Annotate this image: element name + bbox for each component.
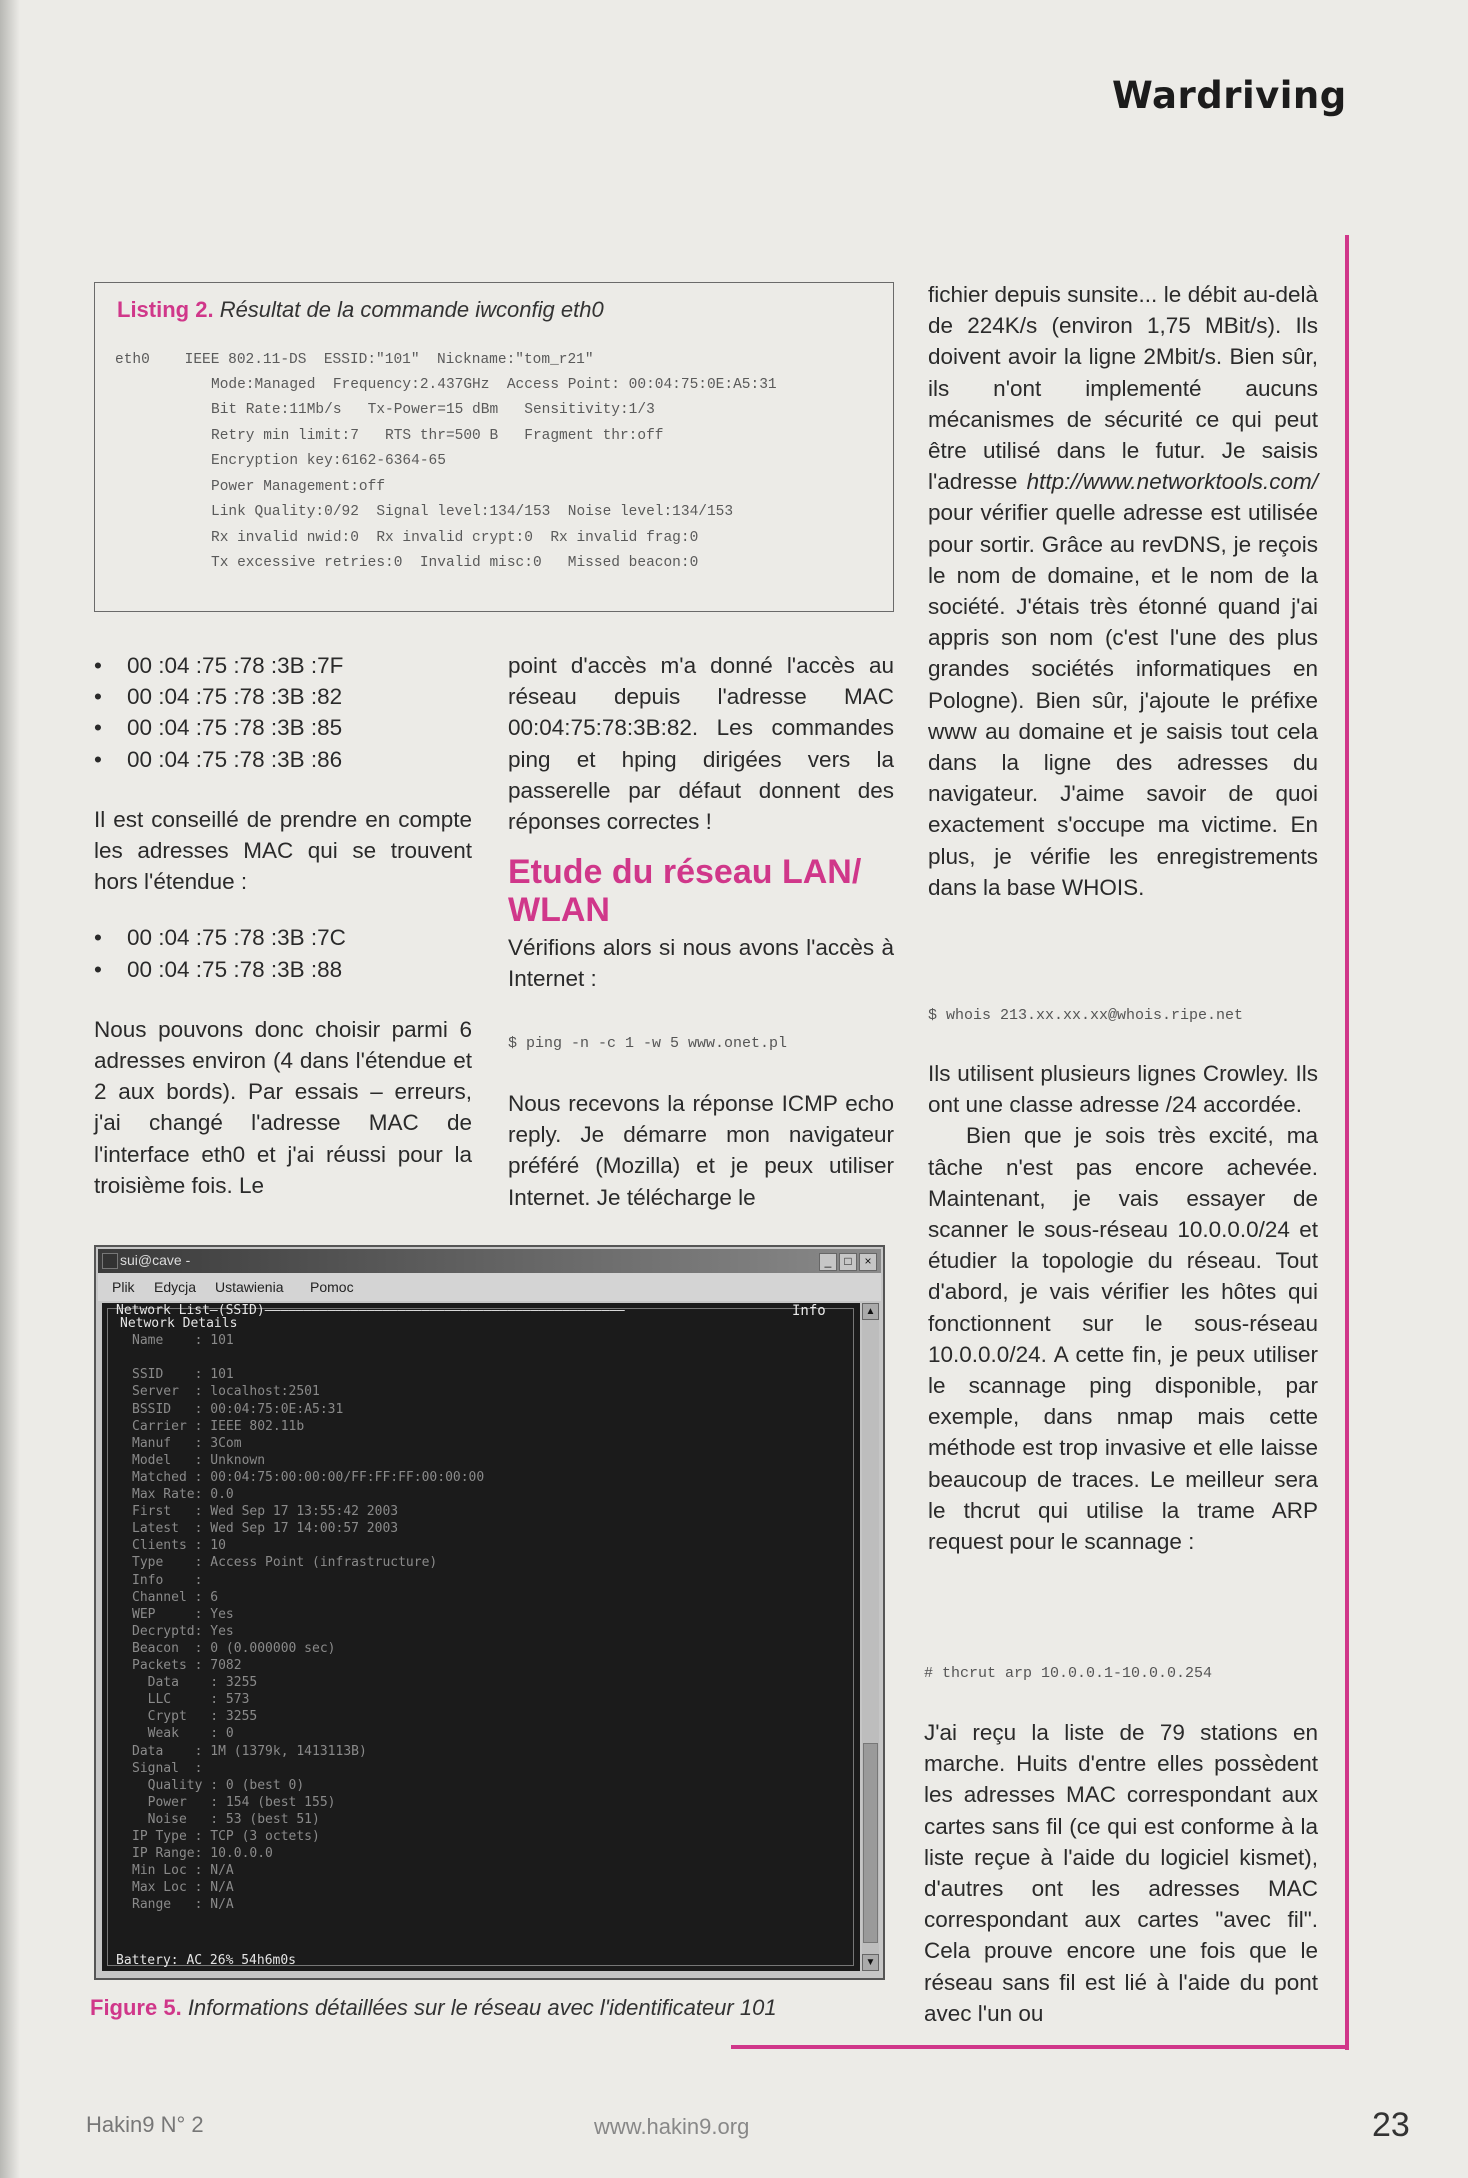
- column-2-top: [508, 650, 894, 837]
- paragraph: Nous pouvons donc choisir parmi 6 adresses environ (4 dans l'étendue et 2 aux bords). Par essais – erreurs, j'ai changé l'adresse MAC de l'interface eth0 et j'ai réussi pour la troisième fois. Le: [94, 1016, 472, 1198]
- listing-title: Résultat de la commande iwconfig eth0: [219, 297, 604, 322]
- footer-magazine: Hakin9 N° 2: [86, 2112, 204, 2137]
- terminal-line: Data : 1M (1379k, 1413113B): [132, 1743, 367, 1759]
- code-line: Rx invalid nwid:0 Rx invalid crypt:0 Rx invalid frag:0: [211, 530, 699, 546]
- menu-bar: [98, 1273, 881, 1301]
- listing-caption: [117, 297, 604, 323]
- listing-box: [94, 282, 894, 612]
- scroll-up-button[interactable]: ▲: [862, 1303, 879, 1320]
- terminal-line: Network List—(SSID)——————————————————————————————————————————————: [116, 1303, 625, 1318]
- terminal-line: Signal :: [132, 1760, 203, 1776]
- figure-label: Figure 5.: [90, 1995, 182, 2020]
- column-2-mid: [508, 932, 894, 994]
- mac-list-in-range: [94, 650, 472, 775]
- paragraph: Vérifions alors si nous avons l'accès à Internet :: [508, 935, 894, 992]
- menu-item-edycja[interactable]: Edycja: [154, 1279, 197, 1295]
- code-line: Bit Rate:11Mb/s Tx-Power=15 dBm Sensitivity:1/3: [211, 402, 655, 418]
- terminal-window: [94, 1245, 885, 1980]
- terminal-line: Clients : 10: [132, 1538, 226, 1554]
- status-bar: Battery: AC 26% 54h6m0s: [116, 1953, 297, 1968]
- terminal-screen[interactable]: [102, 1303, 860, 1971]
- terminal-line: Name : 101: [132, 1333, 234, 1349]
- terminal-line: IP Type : TCP (3 octets): [132, 1829, 320, 1844]
- listing-label: Listing 2.: [117, 297, 214, 322]
- terminal-line: Carrier : IEEE 802.11b: [132, 1418, 305, 1434]
- terminal-line: WEP : Yes: [132, 1606, 234, 1622]
- minimize-button[interactable]: _: [819, 1253, 837, 1271]
- list-item: • 00 :04 :75 :78 :3B :82: [94, 681, 472, 712]
- code-line: Retry min limit:7 RTS thr=500 B Fragment thr:off: [211, 428, 664, 444]
- terminal-line: Range : N/A: [132, 1897, 234, 1913]
- figure-caption-text: Informations détaillées sur le réseau avec l'identificateur 101: [187, 1995, 777, 2020]
- terminal-line: Channel : 6: [132, 1589, 219, 1605]
- info-panel-label: Info: [792, 1303, 826, 1319]
- list-item: • 00 :04 :75 :78 :3B :7C: [94, 922, 472, 953]
- maximize-button[interactable]: □: [839, 1253, 857, 1271]
- column-3-bottom: [924, 1717, 1318, 2029]
- terminal-line: Server : localhost:2501: [132, 1384, 320, 1400]
- terminal-line: Crypt : 3255: [132, 1709, 258, 1725]
- window-titlebar[interactable]: [98, 1249, 881, 1273]
- menu-item-ustawienia[interactable]: Ustawienia: [215, 1279, 284, 1295]
- code-command: # thcrut arp 10.0.0.1-10.0.0.254: [924, 1665, 1213, 1682]
- terminal-line: Network Details: [120, 1316, 238, 1331]
- terminal-line: Max Loc : N/A: [132, 1880, 234, 1896]
- column-3-top: [928, 279, 1318, 903]
- text-run: pour vérifier quelle adresse est utilisée pour sortir. Grâce au revDNS, je reçois le nom de domaine, et le nom de la société. J'étais très étonné quand j'ai appris son nom (c'est l'une des plus grandes sociétés informatiques en Pologne). Bien sûr, j'ajoute le préfixe www au domaine et je saisis tout cela dans la ligne des adresses du navigateur. J'aime savoir de quoi exactement s'occupe ma victime. En plus, je vérifie les enregistrements dans la base WHOIS.: [928, 500, 1318, 900]
- terminal-line: Latest : Wed Sep 17 14:00:57 2003: [132, 1521, 399, 1537]
- code-line: Link Quality:0/92 Signal level:134/153 Noise level:134/153: [211, 504, 734, 520]
- paragraph: J'ai reçu la liste de 79 stations en marche. Huits d'entre elles possèdent les adresses MAC correspondant aux cartes sans fil (ce qui est conforme à la liste reçue à l'aide du logiciel kismet), d'autres ont les adresses MAC correspondant aux cartes "avec fil". Cela prouve encore une fois que le réseau sans fil est lié à l'aide du pont avec l'un ou: [924, 1720, 1318, 2026]
- list-item: • 00 :04 :75 :78 :3B :86: [94, 744, 472, 775]
- column-2-bottom: [508, 1088, 894, 1213]
- terminal-line: Beacon : 0 (0.000000 sec): [132, 1640, 336, 1656]
- accent-horizontal-rule: [731, 2045, 1349, 2049]
- terminal-line: Info :: [132, 1572, 203, 1588]
- terminal-line: Weak : 0: [132, 1726, 234, 1742]
- mac-list-out-of-range: [94, 922, 472, 984]
- url-link: http://www.networktools.com/: [1026, 469, 1318, 495]
- window-title: sui@cave -: [120, 1252, 191, 1268]
- section-title: Wardriving: [1112, 74, 1347, 117]
- paragraph: Ils utilisent plusieurs lignes Crowley. Ils ont une classe adresse /24 accordée.: [928, 1061, 1318, 1118]
- paragraph: point d'accès m'a donné l'accès au réseau depuis l'adresse MAC 00:04:75:78:3B:82. Les commandes ping et hping dirigées vers la passerelle par défaut donnent des réponses correctes !: [508, 653, 894, 835]
- column-1: [94, 650, 472, 1201]
- terminal-line: Type : Access Point (infrastructure): [132, 1555, 438, 1571]
- close-button[interactable]: ×: [859, 1253, 877, 1271]
- list-item: • 00 :04 :75 :78 :3B :7F: [94, 650, 472, 681]
- terminal-line: SSID : 101: [132, 1367, 234, 1383]
- code-line: Power Management:off: [211, 479, 386, 495]
- footer-url: www.hakin9.org: [594, 2114, 750, 2139]
- terminal-line: First : Wed Sep 17 13:55:42 2003: [132, 1504, 399, 1520]
- menu-item-plik[interactable]: Plik: [112, 1279, 135, 1295]
- figure-caption: [90, 1995, 777, 2021]
- scrollbar[interactable]: [862, 1303, 879, 1971]
- terminal-line: Power : 154 (best 155): [132, 1794, 336, 1810]
- terminal-line: Decryptd: Yes: [132, 1623, 234, 1639]
- accent-vertical-rule: [1345, 235, 1349, 2050]
- terminal-line: Min Loc : N/A: [132, 1863, 234, 1879]
- terminal-icon: [102, 1253, 118, 1269]
- column-3-mid: [928, 1058, 1318, 1557]
- paragraph: [928, 279, 1318, 903]
- section-heading: Etude du réseau LAN/ WLAN: [508, 853, 862, 929]
- list-item: • 00 :04 :75 :78 :3B :88: [94, 954, 472, 985]
- page-number: 23: [1372, 2106, 1410, 2144]
- paragraph: Bien que je sois très excité, ma tâche n'est pas encore achevée. Maintenant, je vais essayer de scanner le sous-réseau 10.0.0.0/24 et étudier la topologie du réseau. Tout d'abord, je vais vérifier les hôtes qui fonctionnent sur le sous-réseau 10.0.0.0/24. A cette fin, je peux utiliser le scannage ping disponible, par exemple, dans nmap mais cette méthode est trop invasive et elle laisse beaucoup de traces. Le meilleur sera le thcrut qui utilise la trame ARP request pour le scannage :: [928, 1123, 1318, 1555]
- list-item: • 00 :04 :75 :78 :3B :85: [94, 712, 472, 743]
- page-binding-shadow: [0, 0, 20, 2178]
- text-run: fichier depuis sunsite... le débit au-delà de 224K/s (environ 1,75 MBit/s). Ils doivent avoir la ligne 2Mbit/s. Bien sûr, ils n'ont implementé aucuns mécanismes de sécurité ce qui peut être utilisé dans le futur. Je saisis l'adresse: [928, 282, 1318, 495]
- code-line: eth0 IEEE 802.11-DS ESSID:"101" Nickname:"tom_r21": [115, 352, 594, 368]
- terminal-line: Noise : 53 (best 51): [132, 1811, 320, 1827]
- code-command: $ ping -n -c 1 -w 5 www.onet.pl: [508, 1035, 788, 1052]
- terminal-line: Max Rate: 0.0: [132, 1487, 234, 1502]
- terminal-line: LLC : 573: [132, 1692, 250, 1708]
- code-line: Mode:Managed Frequency:2.437GHz Access Point: 00:04:75:0E:A5:31: [211, 377, 777, 393]
- scroll-down-button[interactable]: ▼: [862, 1954, 879, 1971]
- terminal-line: Matched : 00:04:75:00:00:00/FF:FF:FF:00:00:00: [132, 1469, 485, 1485]
- paragraph: Il est conseillé de prendre en compte les adresses MAC qui se trouvent hors l'étendue :: [94, 806, 472, 895]
- terminal-line: IP Range: 10.0.0.0: [132, 1846, 273, 1862]
- paragraph: Nous recevons la réponse ICMP echo reply. Je démarre mon navigateur préféré (Mozilla) et je peux utiliser Internet. Je télécharge le: [508, 1091, 894, 1210]
- code-line: Encryption key:6162-6364-65: [211, 453, 446, 469]
- terminal-line: Manuf : 3Com: [132, 1435, 242, 1451]
- scroll-thumb[interactable]: [863, 1743, 878, 1943]
- terminal-line: Packets : 7082: [132, 1658, 242, 1673]
- menu-item-pomoc[interactable]: Pomoc: [310, 1279, 354, 1295]
- terminal-line: BSSID : 00:04:75:0E:A5:31: [132, 1401, 344, 1417]
- terminal-line: Model : Unknown: [132, 1452, 266, 1468]
- terminal-line: Quality : 0 (best 0): [132, 1777, 305, 1793]
- code-command: $ whois 213.xx.xx.xx@whois.ripe.net: [928, 1007, 1244, 1024]
- terminal-line: Data : 3255: [132, 1675, 258, 1691]
- code-line: Tx excessive retries:0 Invalid misc:0 Missed beacon:0: [211, 555, 699, 571]
